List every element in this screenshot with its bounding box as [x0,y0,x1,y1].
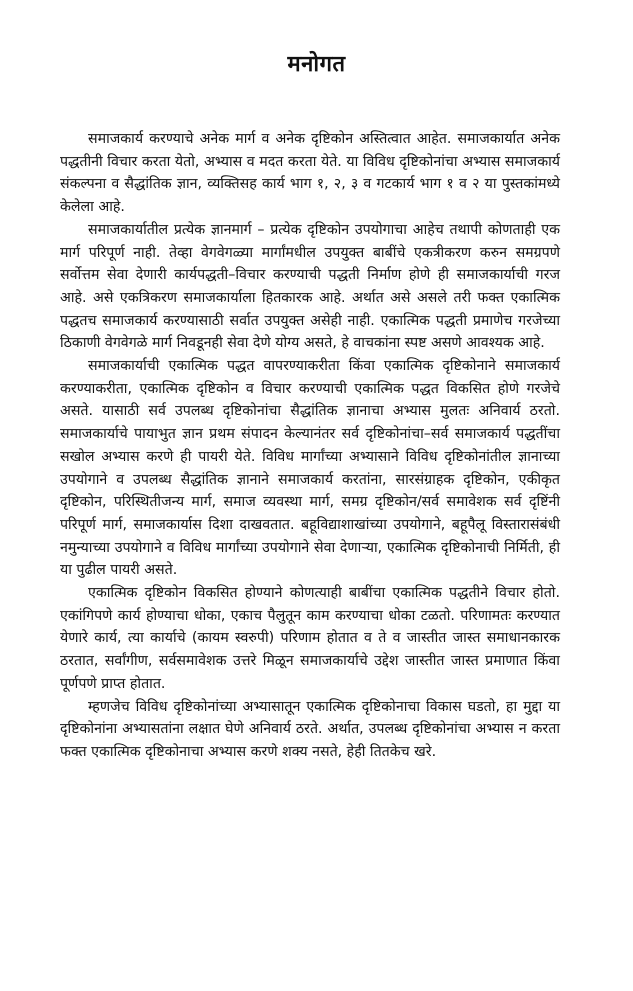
paragraph: म्हणजेच विविध दृष्टिकोनांच्या अभ्यासातून एकात्मिक दृष्टिकोनाचा विकास घडतो, हा मुद्दा या दृष्टिकोनांना अभ्यासतांना लक्षात घेणे अनिवार्य ठरते. अर्थात, उपलब्ध दृष्टिकोनांचा अभ्यास न करता फक्त एकात्मिक दृष्टिकोनाचा अभ्यास करणे शक्य नसते, हेही तितकेच खरे. [60,698,560,760]
page-title: मनोगत [287,52,346,77]
paragraph: समाजकार्याची एकात्मिक पद्धत वापरण्याकरीता किंवा एकात्मिक दृष्टिकोनाने समाजकार्य करण्याकरीता, एकात्मिक दृष्टिकोन व विचार करण्याची एकात्मिक पद्धत विकसित होणे गरजेचे असते. यासाठी सर्व उपलब्ध दृष्टिकोनांचा सैद्धांतिक ज्ञानाचा अभ्यास मुलतः अनिवार्य ठरतो. समाजकार्याचे पायाभुत ज्ञान प्रथम संपादन केल्यानंतर सर्व दृष्टिकोनांचा–सर्व समाजकार्य पद्धतींचा सखोल अभ्यास करणे ही पायरी येते. विविध मार्गांच्या अभ्यासाने विविध दृष्टिकोनांतील ज्ञानाच्या उपयोगाने व उपलब्ध सैद्धांतिक ज्ञानाने समाजकार्य करतांना, सारसंग्राहक दृष्टिकोन, एकीकृत दृष्टिकोन, परिस्थितीजन्य मार्ग, समाज व्यवस्था मार्ग, समग्र दृष्टिकोन/सर्व समावेशक सर्व दृष्टिंनी परिपूर्ण मार्ग, समाजकार्यास दिशा दाखवतात. बहूविद्याशाखांच्या उपयोगाने, बहूपैलू विस्तारासंबंधी नमुन्याच्या उपयोगाने व विविध मार्गांच्या उपयोगाने सेवा देणाऱ्या, एकात्मिक दृष्टिकोनाची निर्मिती, ही या पुढील पायरी असते. [60,358,560,579]
body-text [60,128,560,764]
paragraph: समाजकार्य करण्याचे अनेक मार्ग व अनेक दृष्टिकोन अस्तित्वात आहेत. समाजकार्यात अनेक पद्धतीनी विचार करता येतो, अभ्यास व मदत करता येते. या विविध दृष्टिकोनांचा अभ्यास समाजकार्य संकल्पना व सैद्धांतिक ज्ञान, व्यक्तिसह कार्य भाग १, २, ३ व गटकार्य भाग १ व २ या पुस्तकांमध्ये केलेला आहे. [60,131,560,216]
paragraph: समाजकार्यातील प्रत्येक ज्ञानमार्ग – प्रत्येक दृष्टिकोन उपयोगाचा आहेच तथापी कोणताही एक मार्ग परिपूर्ण नाही. तेव्हा वेगवेगळ्या मार्गांमधील उपयुक्त बाबींचे एकत्रीकरण करुन समग्रपणे सर्वोत्तम सेवा देणारी कार्यपद्धती–विचार करण्याची पद्धती निर्माण होणे ही समाजकार्याची गरज आहे. असे एकत्रिकरण समाजकार्याला हितकारक आहे. अर्थात असे असले तरी फक्त एकात्मिक पद्धतच समाजकार्य करण्यासाठी सर्वात उपयुक्त असेही नाही. एकात्मिक पद्धती प्रमाणेच गरजेच्या ठिकाणी वेगवेगळे मार्ग निवडूनही सेवा देणे योग्य असते, हे वाचकांना स्पष्ट असणे आवश्यक आहे. [60,221,560,352]
paragraph: एकात्मिक दृष्टिकोन विकसित होण्याने कोणत्याही बाबींचा एकात्मिक पद्धतीने विचार होतो. एकांगिपणे कार्य होण्याचा धोका, एकाच पैलुतून काम करण्याचा धोका टळतो. परिणामतः करण्यात येणारे कार्य, त्या कार्याचे (कायम स्वरुपी) परिणाम होतात व ते व जास्तीत जास्त समाधानकारक ठरतात, सर्वांगीण, सर्वसमावेशक उत्तरे मिळून समाजकार्याचे उद्देश जास्तीत जास्त प्रमाणात किंवा पूर्णपणे प्राप्त होतात. [60,585,560,692]
